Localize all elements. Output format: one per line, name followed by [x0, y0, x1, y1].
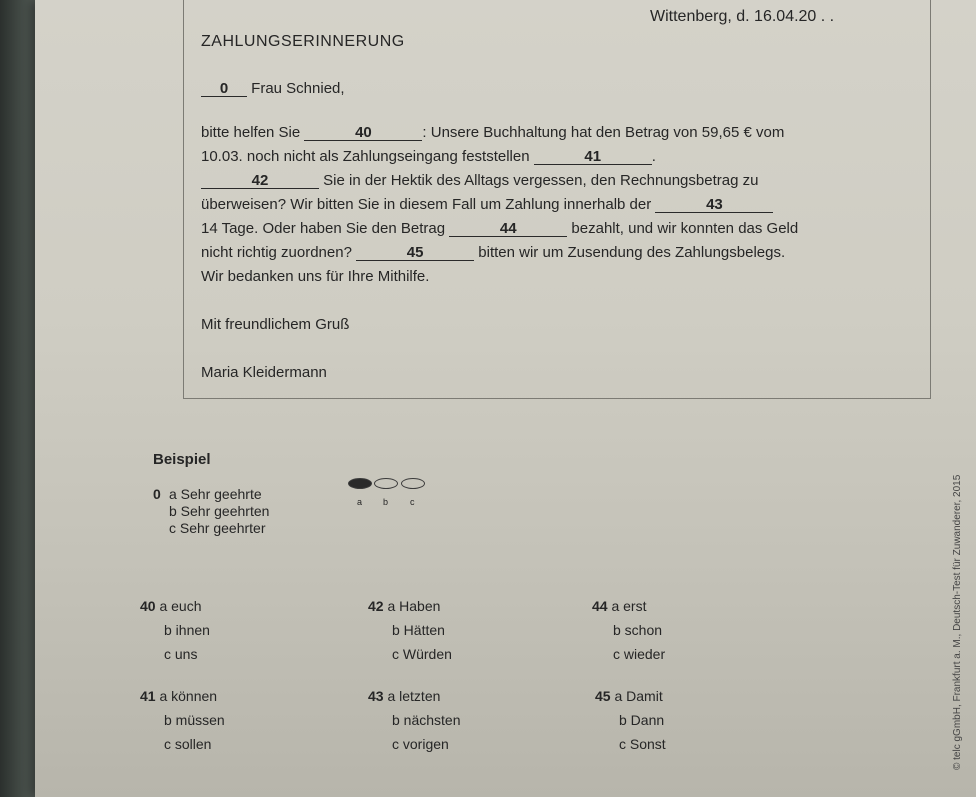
bubble-label-a: a — [357, 497, 363, 507]
question-42-number: 42 — [368, 598, 384, 614]
letter-line-1 — [201, 124, 784, 141]
letter-closing: Mit freundlichem Gruß — [201, 316, 350, 333]
question-43-option-c: c vorigen — [392, 736, 449, 752]
example-option-a: a Sehr geehrte — [169, 486, 262, 502]
question-42-option-a: a Haben — [387, 598, 441, 614]
question-43 — [368, 688, 440, 704]
question-40-option-b: b ihnen — [164, 622, 210, 638]
greeting-line — [201, 80, 345, 97]
blank-44: 44 — [449, 221, 567, 237]
letter-thanks: Wir bedanken uns für Ihre Mithilfe. — [201, 268, 430, 285]
question-45 — [595, 688, 663, 704]
answer-bubble-b[interactable] — [374, 478, 398, 489]
question-42 — [368, 598, 440, 614]
line3-end: Sie in der Hektik des Alltags vergessen, den Rechnungsbetrag zu — [323, 172, 759, 189]
question-44 — [592, 598, 646, 614]
question-44-option-c: c wieder — [613, 646, 666, 662]
blank-41: 41 — [534, 149, 652, 165]
line6-end: bitten wir um Zusendung des Zahlungsbelegs. — [478, 244, 786, 261]
blank-45: 45 — [356, 245, 474, 261]
blank-0: 0 — [201, 81, 247, 97]
question-40-number: 40 — [140, 598, 156, 614]
blank-40: 40 — [304, 125, 422, 141]
line1-end: : Unsere Buchhaltung hat den Betrag von 59,65 € vom — [422, 124, 785, 141]
question-41-option-a: a können — [159, 688, 218, 704]
question-44-number: 44 — [592, 598, 608, 614]
letter-signature: Maria Kleidermann — [201, 364, 327, 381]
question-40-option-c: c uns — [164, 646, 198, 662]
line6-start: nicht richtig zuordnen? — [201, 244, 352, 261]
example-option-c: c Sehr geehrter — [169, 520, 266, 536]
question-43-option-a: a letzten — [387, 688, 441, 704]
question-41-option-b: b müssen — [164, 712, 225, 728]
question-42-option-b: b Hätten — [392, 622, 445, 638]
letter-line-3 — [201, 172, 758, 189]
question-44-option-b: b schon — [613, 622, 663, 638]
question-45-option-a: a Damit — [614, 688, 663, 704]
question-43-option-b: b nächsten — [392, 712, 461, 728]
line5-start: 14 Tage. Oder haben Sie den Betrag — [201, 220, 446, 237]
blank-42: 42 — [201, 173, 319, 189]
line1-start: bitte helfen Sie — [201, 124, 301, 141]
question-42-option-c: c Würden — [392, 646, 452, 662]
question-40 — [140, 598, 202, 614]
example-option-b: b Sehr geehrten — [169, 503, 270, 519]
question-45-number: 45 — [595, 688, 611, 704]
letter-line-6 — [201, 244, 785, 261]
question-40-option-a: a euch — [159, 598, 202, 614]
worksheet-paper — [35, 0, 976, 797]
bubble-label-c: c — [410, 497, 415, 507]
example-number: 0 — [153, 486, 161, 502]
example-heading: Beispiel — [153, 451, 211, 468]
blank-43: 43 — [655, 197, 773, 213]
question-44-option-a: a erst — [611, 598, 647, 614]
line5-end: bezahlt, und wir konnten das Geld — [571, 220, 799, 237]
question-41-number: 41 — [140, 688, 156, 704]
question-41-option-c: c sollen — [164, 736, 212, 752]
line2-end: . — [651, 148, 656, 165]
line2-start: 10.03. noch nicht als Zahlungseingang feststellen — [201, 148, 530, 165]
question-43-number: 43 — [368, 688, 384, 704]
letter-line-2 — [201, 148, 656, 165]
letter-title: ZAHLUNGSERINNERUNG — [201, 33, 405, 50]
question-41 — [140, 688, 217, 704]
letter-line-4 — [201, 196, 773, 213]
line4-start: überweisen? Wir bitten Sie in diesem Fall um Zahlung innerhalb der — [201, 196, 652, 213]
letter-date: Wittenberg, d. 16.04.20 . . — [650, 8, 835, 25]
question-45-option-c: c Sonst — [619, 736, 666, 752]
letter-line-5 — [201, 220, 798, 237]
question-45-option-b: b Dann — [619, 712, 665, 728]
answer-bubble-c[interactable] — [401, 478, 425, 489]
side-credit: © telc gGmbH, Frankfurt a. M., Deutsch-Test für Zuwanderer, 2015 — [952, 474, 963, 770]
greeting-text: Frau Schnied, — [251, 80, 345, 97]
answer-bubble-a[interactable] — [348, 478, 372, 489]
bubble-label-b: b — [383, 497, 389, 507]
